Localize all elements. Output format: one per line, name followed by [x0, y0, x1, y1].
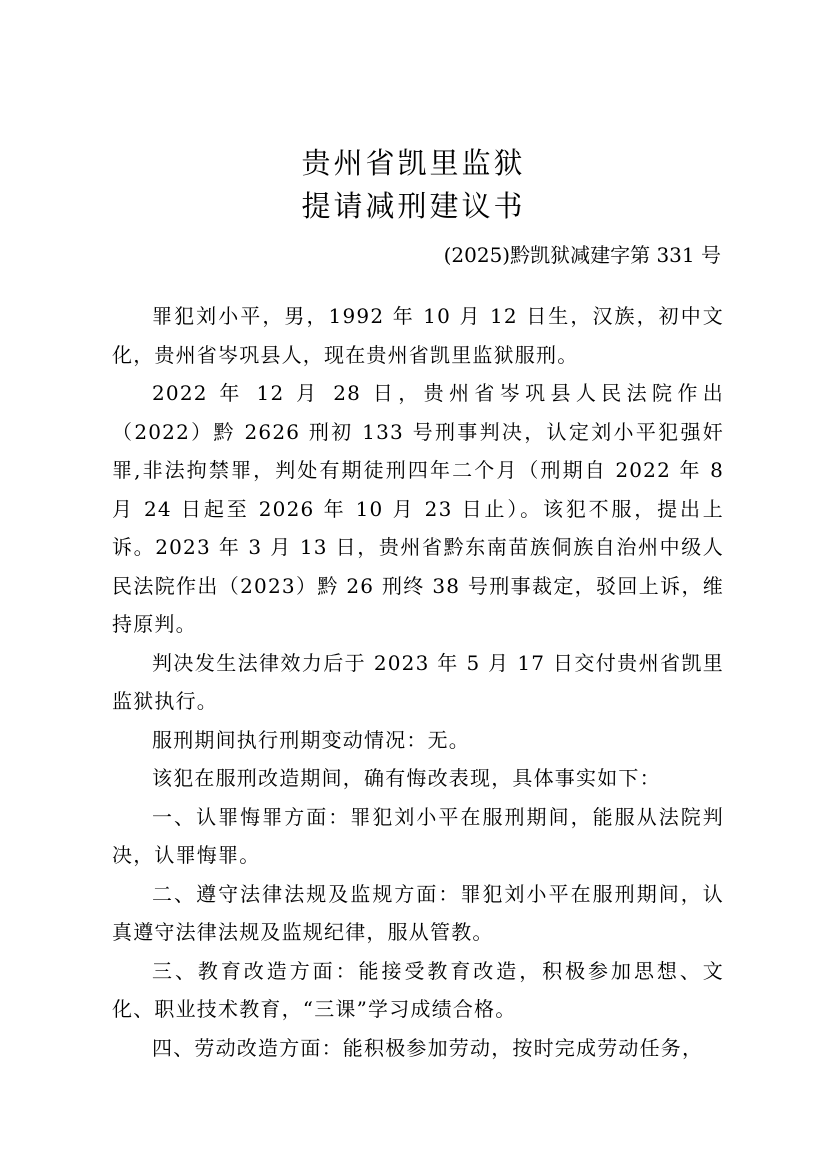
paragraph-education: 三、教育改造方面：能接受教育改造，积极参加思想、文化、职业技术教育，“三课”学习成绩合格。: [112, 958, 724, 1021]
paragraph-admit-guilt: 一、认罪悔罪方面：罪犯刘小平在服刑期间，能服从法院判决，认罪悔罪。: [112, 804, 724, 867]
document-number: (2025)黔凯狱减建字第 331 号: [443, 243, 721, 267]
paragraph-execution: 判决发生法律效力后于 2023 年 5 月 17 日交付贵州省凯里监狱执行。: [112, 650, 724, 713]
document-body: [112, 297, 724, 1067]
paragraph-inmate-info: 罪犯刘小平，男，1992 年 10 月 12 日生，汉族，初中文化，贵州省岑巩县人，现在贵州省凯里监狱服刑。: [112, 304, 724, 367]
paragraph-remorse-intro: 该犯在服刑改造期间，确有悔改表现，具体事实如下：: [152, 766, 661, 790]
document-title-line2: 提请减刑建议书: [301, 189, 526, 223]
document-title-line1: 贵州省凯里监狱: [301, 146, 526, 180]
paragraph-judgment-history: 2022 年 12 月 28 日，贵州省岑巩县人民法院作出（2022）黔 2626 刑初 133 号刑事判决，认定刘小平犯强奸罪,非法拘禁罪，判处有期徒刑四年二个月（刑期自 2022 年 8 月 24 日起至 2026 年 10 月 23 日止）。该犯不服，提出上诉。2023 年 3 月 13 日，贵州省黔东南苗族侗族自治州中级人民法院作出（2023）黔 26 刑终 38 号刑事裁定，驳回上诉，维持原判。: [112, 381, 724, 636]
paragraph-obey-rules: 二、遵守法律法规及监规方面：罪犯刘小平在服刑期间，认真遵守法律法规及监规纪律，服从管教。: [112, 881, 724, 944]
paragraph-labor: 四、劳动改造方面：能积极参加劳动，按时完成劳动任务，: [152, 1035, 704, 1060]
paragraph-sentence-changes: 服刑期间执行刑期变动情况：无。: [152, 727, 470, 752]
